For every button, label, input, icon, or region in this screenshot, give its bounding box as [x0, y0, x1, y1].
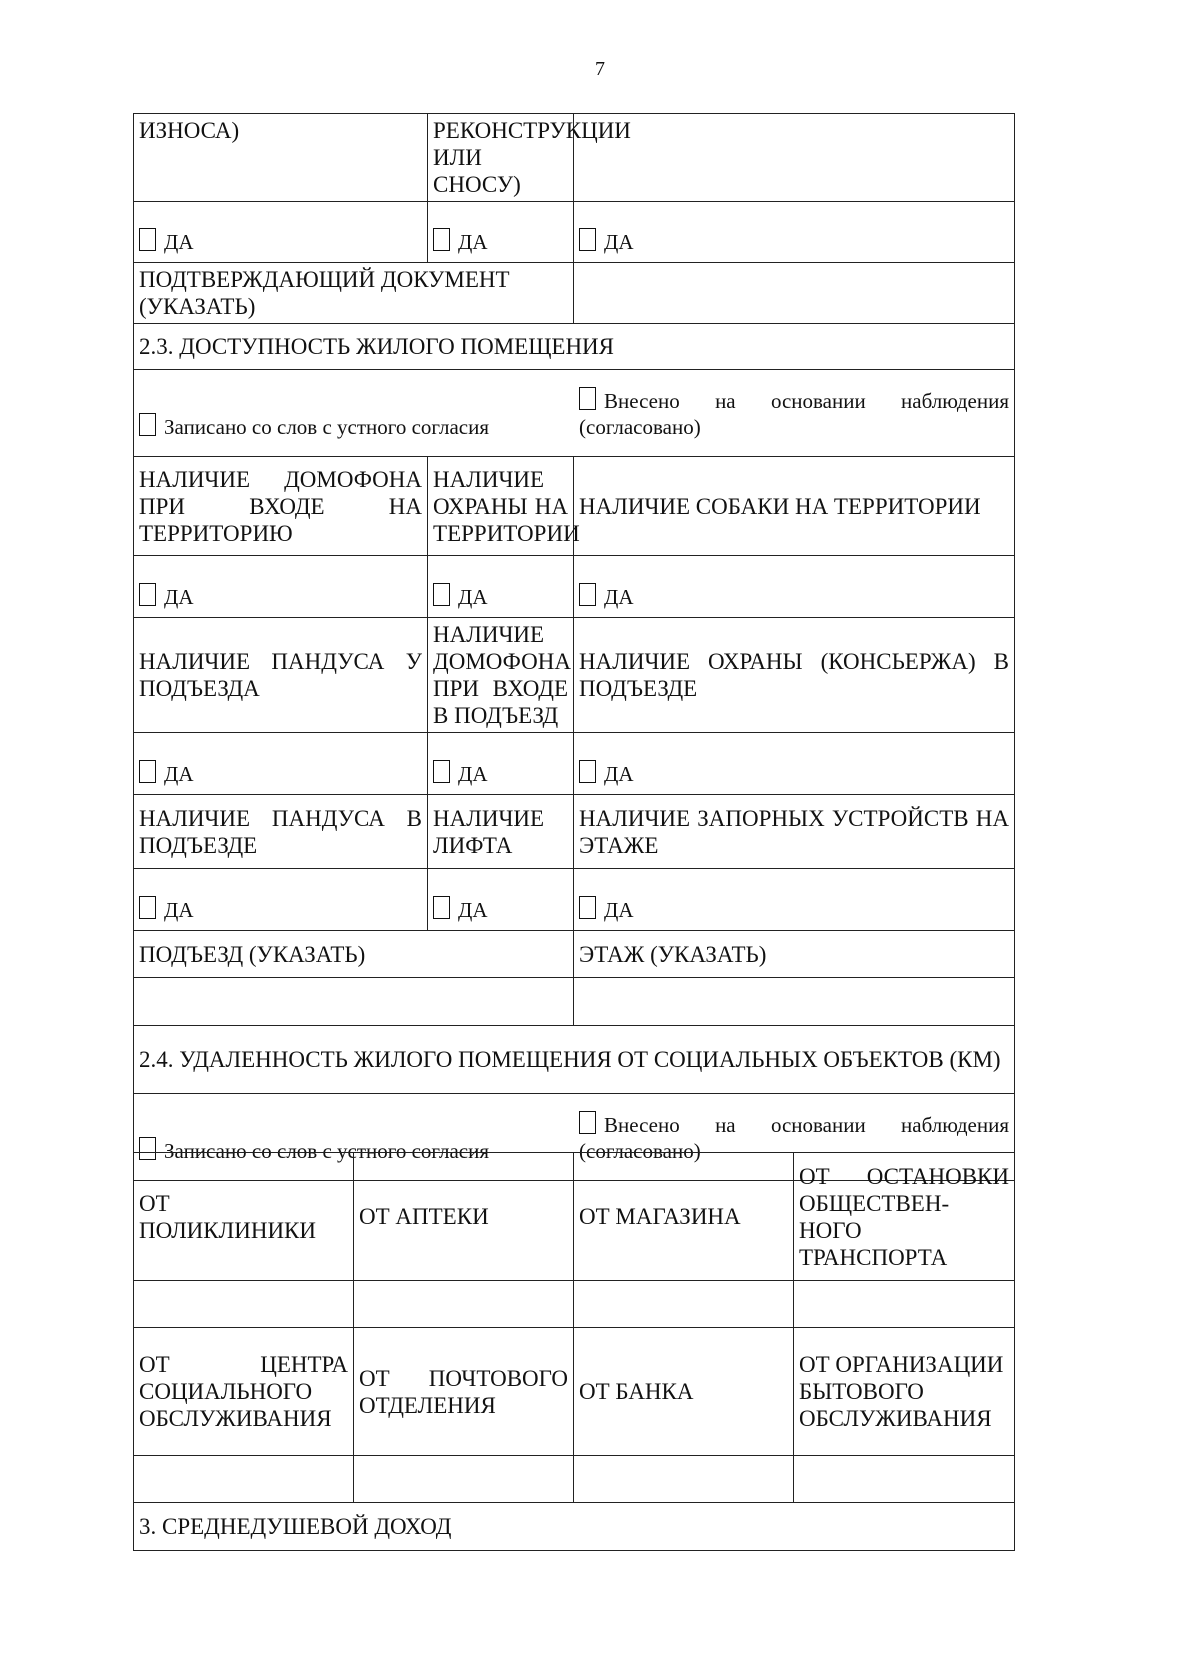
floor-label: ЭТАЖ (УКАЗАТЬ): [574, 931, 1015, 978]
post-office-label: ОТ ПОЧТОВОГО ОТДЕЛЕНИЯ: [354, 1328, 574, 1456]
yes-label: ДА: [164, 585, 194, 609]
floor-input[interactable]: [574, 978, 1015, 1026]
transport-stop-label: ОТ ОСТАНОВКИ ОБЩЕСТВЕН-НОГО ТРАНСПОРТА: [794, 1153, 1015, 1281]
checkbox-icon[interactable]: [139, 896, 156, 919]
checkbox-icon[interactable]: [579, 583, 596, 606]
yes-option[interactable]: [134, 202, 428, 263]
yes-label: ДА: [604, 898, 634, 922]
checkbox-icon[interactable]: [433, 896, 450, 919]
observation-label: Внесено на основании наблюдения: [604, 1112, 1010, 1137]
shop-label: ОТ МАГАЗИНА: [574, 1153, 794, 1281]
section-2-3-title: 2.3. ДОСТУПНОСТЬ ЖИЛОГО ПОМЕЩЕНИЯ: [134, 324, 1015, 370]
yes-option[interactable]: [428, 733, 574, 795]
checkbox-icon[interactable]: [139, 413, 156, 436]
entrance-input[interactable]: [134, 978, 574, 1026]
yes-label: ДА: [604, 762, 634, 786]
yes-label: ДА: [458, 230, 488, 254]
checkbox-icon[interactable]: [579, 228, 596, 251]
ramp-entrance-label: НАЛИЧИЕ ПАНДУСА У ПОДЪЕЗДА: [134, 618, 428, 733]
yes-label: ДА: [458, 898, 488, 922]
verbal-consent-label: Записано со слов с устного согласия: [164, 1138, 489, 1163]
yes-option[interactable]: [134, 733, 428, 795]
yes-option[interactable]: [574, 556, 1015, 618]
checkbox-icon[interactable]: [139, 583, 156, 606]
confirming-document-label: ПОДТВЕРЖДАЮЩИЙ ДОКУМЕНТ (УКАЗАТЬ): [134, 263, 574, 324]
ramp-inside-label: НАЛИЧИЕ ПАНДУСА В ПОДЪЕЗДЕ: [134, 795, 428, 869]
post-office-distance-input[interactable]: [354, 1456, 574, 1503]
dog-territory-label: НАЛИЧИЕ СОБАКИ НА ТЕРРИТОРИИ: [574, 457, 1015, 556]
pharmacy-distance-input[interactable]: [354, 1281, 574, 1328]
checkbox-icon[interactable]: [579, 896, 596, 919]
section-2-4-title: 2.4. УДАЛЕННОСТЬ ЖИЛОГО ПОМЕЩЕНИЯ ОТ СОЦИАЛЬНЫХ ОБЪЕКТОВ (КМ): [134, 1026, 1015, 1094]
elevator-label: НАЛИЧИЕ ЛИФТА: [428, 795, 574, 869]
household-services-label: ОТ ОРГАНИЗАЦИИ БЫТОВОГО ОБСЛУЖИВАНИЯ: [794, 1328, 1015, 1456]
shop-distance-input[interactable]: [574, 1281, 794, 1328]
bank-distance-input[interactable]: [574, 1456, 794, 1503]
pharmacy-label: ОТ АПТЕКИ: [354, 1153, 574, 1281]
household-services-distance-input[interactable]: [794, 1456, 1015, 1503]
locking-devices-label: НАЛИЧИЕ ЗАПОРНЫХ УСТРОЙСТВ НА ЭТАЖЕ: [574, 795, 1015, 869]
distance-table: [133, 1152, 1015, 1551]
checkbox-icon[interactable]: [139, 228, 156, 251]
yes-label: ДА: [164, 230, 194, 254]
concierge-label: НАЛИЧИЕ ОХРАНЫ (КОНСЬЕРЖА) В ПОДЪЕЗДЕ: [574, 618, 1015, 733]
checkbox-icon[interactable]: [433, 583, 450, 606]
yes-label: ДА: [164, 898, 194, 922]
reconstruction-cell: РЕКОНСТРУКЦИИ ИЛИ СНОСУ): [428, 114, 574, 202]
verbal-consent-label: Записано со слов с устного согласия: [164, 414, 489, 439]
yes-label: ДА: [458, 585, 488, 609]
yes-label: ДА: [604, 585, 634, 609]
checkbox-icon[interactable]: [433, 228, 450, 251]
intercom-entrance-label: НАЛИЧИЕ ДОМОФОНА ПРИ ВХОДЕ В ПОДЪЕЗД: [428, 618, 574, 733]
intercom-territory-label: НАЛИЧИЕ ДОМОФОНА ПРИ ВХОДЕ НА ТЕРРИТОРИЮ: [134, 457, 428, 556]
checkbox-icon[interactable]: [579, 387, 596, 410]
observation-label-2: (согласовано): [579, 1138, 701, 1163]
wear-cell: ИЗНОСА): [134, 114, 428, 202]
checkbox-icon[interactable]: [433, 760, 450, 783]
social-center-distance-input[interactable]: [134, 1456, 354, 1503]
observation-label: Внесено на основании наблюдения: [604, 388, 1010, 413]
yes-option[interactable]: [574, 202, 1015, 263]
verbal-consent-option[interactable]: [139, 399, 579, 440]
yes-option[interactable]: [428, 869, 574, 931]
yes-label: ДА: [164, 762, 194, 786]
yes-option[interactable]: [134, 869, 428, 931]
yes-option[interactable]: [428, 556, 574, 618]
consent-row: [134, 370, 1015, 457]
social-center-label: ОТ ЦЕНТРА СОЦИАЛЬНОГО ОБСЛУЖИВАНИЯ: [134, 1328, 354, 1456]
questionnaire-form: [133, 113, 1015, 1181]
section-3-title: 3. СРЕДНЕДУШЕВОЙ ДОХОД: [134, 1503, 1015, 1551]
checkbox-icon[interactable]: [579, 1111, 596, 1134]
security-territory-label: НАЛИЧИЕ ОХРАНЫ НА ТЕРРИТОРИИ: [428, 457, 574, 556]
yes-option[interactable]: [574, 733, 1015, 795]
bank-label: ОТ БАНКА: [574, 1328, 794, 1456]
checkbox-icon[interactable]: [139, 760, 156, 783]
entrance-label: ПОДЪЕЗД (УКАЗАТЬ): [134, 931, 574, 978]
observation-option[interactable]: [579, 387, 1009, 440]
confirming-document-input[interactable]: [574, 263, 1015, 324]
checkbox-icon[interactable]: [579, 760, 596, 783]
yes-option[interactable]: [134, 556, 428, 618]
empty-top-cell: [574, 114, 1015, 202]
page-number: 7: [595, 58, 605, 80]
transport-stop-distance-input[interactable]: [794, 1281, 1015, 1328]
clinic-distance-input[interactable]: [134, 1281, 354, 1328]
yes-label: ДА: [604, 230, 634, 254]
yes-option[interactable]: [428, 202, 574, 263]
observation-label-2: (согласовано): [579, 414, 701, 439]
clinic-label: ОТ ПОЛИКЛИНИКИ: [134, 1153, 354, 1281]
yes-option[interactable]: [574, 869, 1015, 931]
yes-label: ДА: [458, 762, 488, 786]
